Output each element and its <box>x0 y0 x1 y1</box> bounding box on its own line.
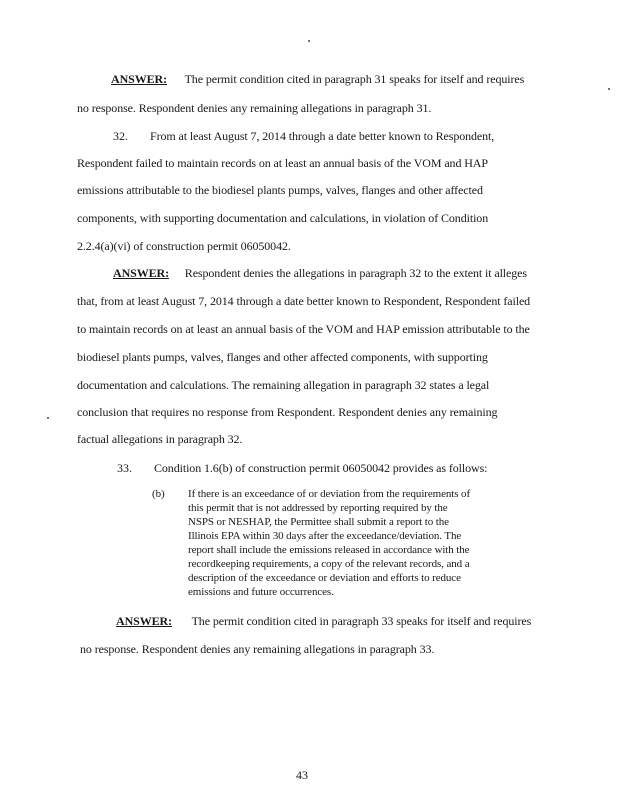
answer-32-line-4: biodiesel plants pumps, valves, flanges and other affected components, with supporting <box>77 350 488 364</box>
scan-speck <box>608 88 610 90</box>
answer-31-line-1 <box>111 72 524 86</box>
quote-line: If there is an exceedance of or deviation from the requirements of <box>188 488 471 500</box>
scan-speck <box>47 417 49 419</box>
answer-32-line-2: that, from at least August 7, 2014 through a date better known to Respondent, Respondent failed <box>77 294 531 308</box>
quote-line: Illinois EPA within 30 days after the exceedance/deviation. The <box>188 530 462 542</box>
paragraph-33-line-1: Condition 1.6(b) of construction permit 06050042 provides as follows: <box>154 461 488 475</box>
answer-32-line-3: to maintain records on at least an annual basis of the VOM and HAP emission attributable to the <box>77 322 530 336</box>
answer-label: ANSWER: <box>111 72 167 86</box>
answer-32-line-1 <box>113 266 527 280</box>
paragraph-32-line-3: emissions attributable to the biodiesel plants pumps, valves, flanges and other affected <box>77 183 483 197</box>
paragraph-32-line-5: 2.2.4(a)(vi) of construction permit 06050042. <box>77 239 291 253</box>
answer-32-line-7: factual allegations in paragraph 32. <box>77 432 243 446</box>
paragraph-32-line-4: components, with supporting documentation and calculations, in violation of Condition <box>77 211 489 225</box>
answer-33-line-2: no response. Respondent denies any remaining allegations in paragraph 33. <box>80 642 435 656</box>
quote-marker: (b) <box>152 488 165 500</box>
answer-33-text: The permit condition cited in paragraph 33 speaks for itself and requires <box>191 614 532 628</box>
answer-32-line-5: documentation and calculations. The remaining allegation in paragraph 32 states a legal <box>77 378 490 392</box>
page-number: 43 <box>296 768 308 782</box>
quote-line: description of the exceedance or deviation and efforts to reduce <box>188 572 461 584</box>
paragraph-32-line-1: From at least August 7, 2014 through a date better known to Respondent, <box>150 129 495 143</box>
quote-line: report shall include the emissions released in accordance with the <box>188 544 470 556</box>
paragraph-33-number: 33. <box>117 461 132 475</box>
paragraph-32-number: 32. <box>113 129 128 143</box>
quote-line: recordkeeping requirements, a copy of the relevant records, and a <box>188 558 470 570</box>
quote-line: emissions and future occurrences. <box>188 586 334 598</box>
scan-speck <box>308 40 310 42</box>
answer-label: ANSWER: <box>116 614 172 628</box>
quote-line: this permit that is not addressed by reporting required by the <box>188 502 448 514</box>
answer-label: ANSWER: <box>113 266 169 280</box>
answer-32-line-6: conclusion that requires no response from Respondent. Respondent denies any remaining <box>77 405 498 419</box>
answer-33-line-1 <box>116 614 531 628</box>
answer-31-text: The permit condition cited in paragraph 31 speaks for itself and requires <box>184 72 525 86</box>
answer-31-line-2: no response. Respondent denies any remaining allegations in paragraph 31. <box>77 101 432 115</box>
answer-32-text: Respondent denies the allegations in paragraph 32 to the extent it alleges <box>184 266 527 280</box>
paragraph-32-line-2: Respondent failed to maintain records on at least an annual basis of the VOM and HAP <box>77 156 488 170</box>
quote-line: NSPS or NESHAP, the Permittee shall submit a report to the <box>188 516 449 528</box>
